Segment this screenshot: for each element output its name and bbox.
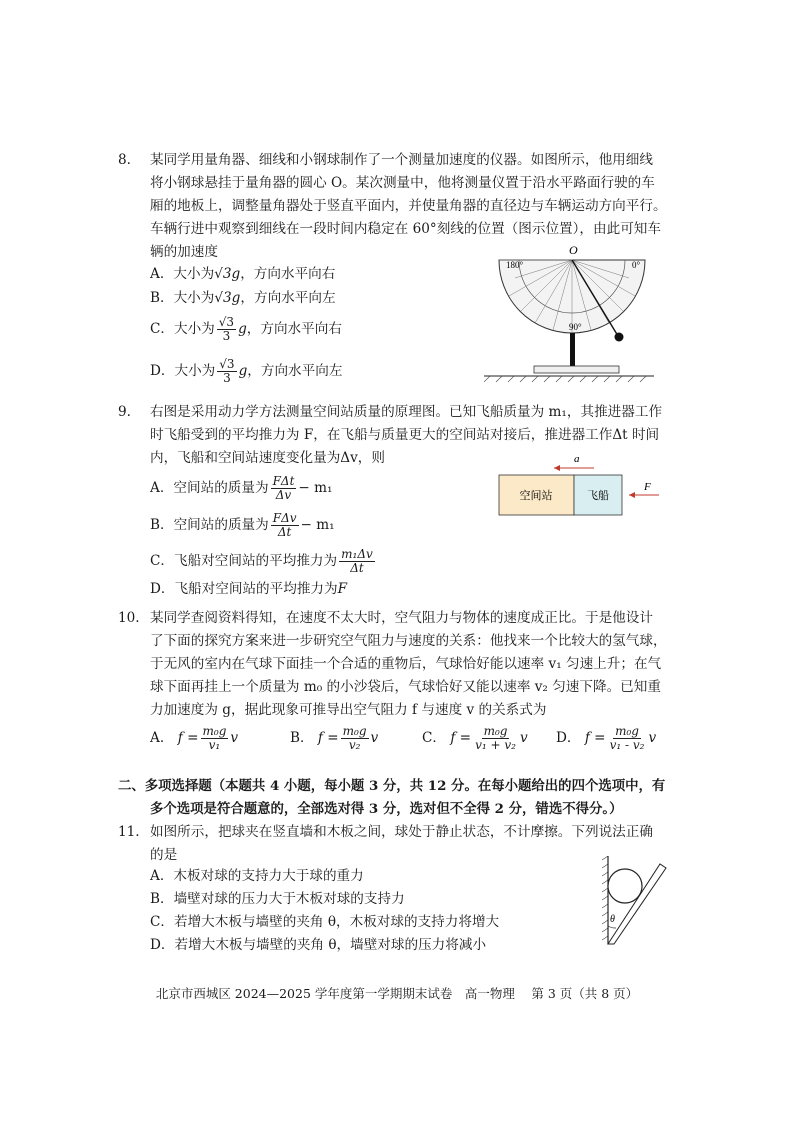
page-footer: 北京市西城区 2024—2025 学年度第一学期期末试卷 高一物理 第 3 页（共 8 页）: [155, 986, 639, 1001]
space-station-figure: [494, 452, 669, 522]
q10-option-a: A． f = $\frac{\text{m₀g}}{\text{v₁}}$ v: [150, 723, 239, 752]
q11-option-a: A．木板对球的支持力大于球的重力: [150, 868, 364, 884]
section-2-heading-line-1: 二、多项选择题（本题共 4 小题，每小题 3 分，共 12 分。在每小题给出的四个选项中，有: [118, 778, 666, 794]
acceleration-label: a: [574, 453, 580, 465]
q11-option-d: D．若增大木板与墙壁的夹角 θ，墙壁对球的压力将减小: [150, 937, 487, 953]
q9-stem-line-1: 右图是采用动力学方法测量空间站质量的原理图。已知飞船质量为 m₁，其推进器工作: [150, 404, 663, 420]
station-label: 空间站: [519, 489, 553, 502]
q10-number: 10.: [118, 610, 140, 626]
q9-number: 9.: [118, 404, 131, 420]
force-arrow-icon: [629, 492, 635, 498]
protractor-label-o: O: [569, 243, 578, 257]
q10-stem-line-2: 了下面的探究方案来进一步研究空气阻力与速度的关系：他找来一个比较大的氢气球，: [150, 633, 667, 649]
wall-ball-figure: [600, 856, 670, 948]
q11-option-c: C．若增大木板与墙壁的夹角 θ，木板对球的支持力将增大: [150, 914, 500, 930]
theta-label: θ: [610, 914, 615, 925]
q10-stem-line-4: 球下面再挂上一个质量为 m₀ 的小沙袋后，气球恰好又能以速率 v₂ 匀速下降。已知重: [150, 679, 661, 695]
q9-option-a: A．空间站的质量为 $\frac{\text{FΔt}}{\Delta v}$ − m₁: [150, 473, 333, 502]
q10-stem-line-1: 某同学查阅资料得知，在速度不太大时，空气阻力与物体的速度成正比。于是他设计: [150, 610, 653, 626]
q8-stem-line-3: 厢的地板上，调整量角器处于竖直平面内，并使量角器的直径边与车辆运动方向平行。: [150, 198, 667, 214]
q9-stem-line-3: 内，飞船和空间站速度变化量为Δv，则: [150, 450, 385, 466]
protractor-figure: [484, 240, 654, 385]
q8-stem-line-2: 将小钢球悬挂于量角器的圆心 O。某次测量中，他将测量仪置于沿水平路面行驶的车: [150, 175, 655, 191]
q10-option-b: B． f = $\frac{\text{m₀g}}{\text{v₂}}$ v: [290, 723, 379, 752]
q10-stem-line-5: 力加速度为 g，据此现象可推导出空气阻力 f 与速度 v 的关系式为: [150, 702, 547, 718]
ship-label: 飞船: [587, 489, 609, 502]
q11-number: 11.: [118, 824, 140, 840]
q8-stem-line-5: 辆的加速度: [150, 244, 218, 260]
q8-option-d: D．大小为 $\frac{√3}{3}$ g ，方向水平向左: [150, 356, 343, 385]
q10-stem-line-3: 于无风的室内在气球下面挂一个合适的重物后，气球恰好能以速率 v₁ 匀速上升；在气: [150, 656, 662, 672]
q11-stem-line-2: 的是: [150, 847, 178, 863]
q8-stem-line-1: 某同学用量角器、细线和小钢球制作了一个测量加速度的仪器。如图所示，他用细线: [150, 152, 653, 168]
q8-option-b: B．大小为√3g，方向水平向左: [150, 290, 336, 306]
protractor-label-180: 180°: [506, 260, 524, 270]
q11-option-b: B．墙壁对球的压力大于木板对球的支持力: [150, 891, 405, 907]
acceleration-arrow-icon: [554, 465, 560, 471]
q9-option-b: B．空间站的质量为 $\frac{\text{FΔv}}{\Delta t}$ − m₁: [150, 510, 335, 539]
q10-option-c: C． f = $\frac{\text{m₀g}}{\text{v₁ + v₂}}$ v: [422, 723, 528, 752]
q9-option-d: D．飞船对空间站的平均推力为F: [150, 581, 348, 597]
q11-stem-line-1: 如图所示，把球夹在竖直墙和木板之间，球处于静止状态，不计摩擦。下列说法正确: [150, 824, 653, 840]
protractor-label-90: 90°: [569, 322, 582, 332]
q8-option-a: A．大小为√3g，方向水平向右: [150, 266, 336, 282]
q8-number: 8.: [118, 152, 131, 168]
q10-option-d: D． f = $\frac{\text{m₀g}}{\text{v₁ - v₂}}$ v: [556, 723, 657, 752]
q8-option-c: C．大小为 $\frac{√3}{3}$ g ，方向水平向右: [150, 314, 342, 343]
q8-stem-line-4: 车辆行进中观察到细线在一段时间内稳定在 60°刻线的位置（图示位置），由此可知车: [150, 221, 661, 237]
protractor-label-0: 0°: [632, 260, 641, 270]
q9-stem-line-2: 时飞船受到的平均推力为 F，在飞船与质量更大的空间站对接后，推进器工作Δt 时间: [150, 427, 660, 443]
force-label: F: [644, 481, 651, 493]
section-2-heading-line-2: 多个选项是符合题意的，全部选对得 3 分，选对但不全得 2 分，错选不得分。）: [150, 801, 623, 817]
ball-icon: [608, 869, 642, 903]
q9-option-c: C．飞船对空间站的平均推力为 $\frac{\text{m₁Δv}}{\Delta t}$: [150, 546, 373, 575]
